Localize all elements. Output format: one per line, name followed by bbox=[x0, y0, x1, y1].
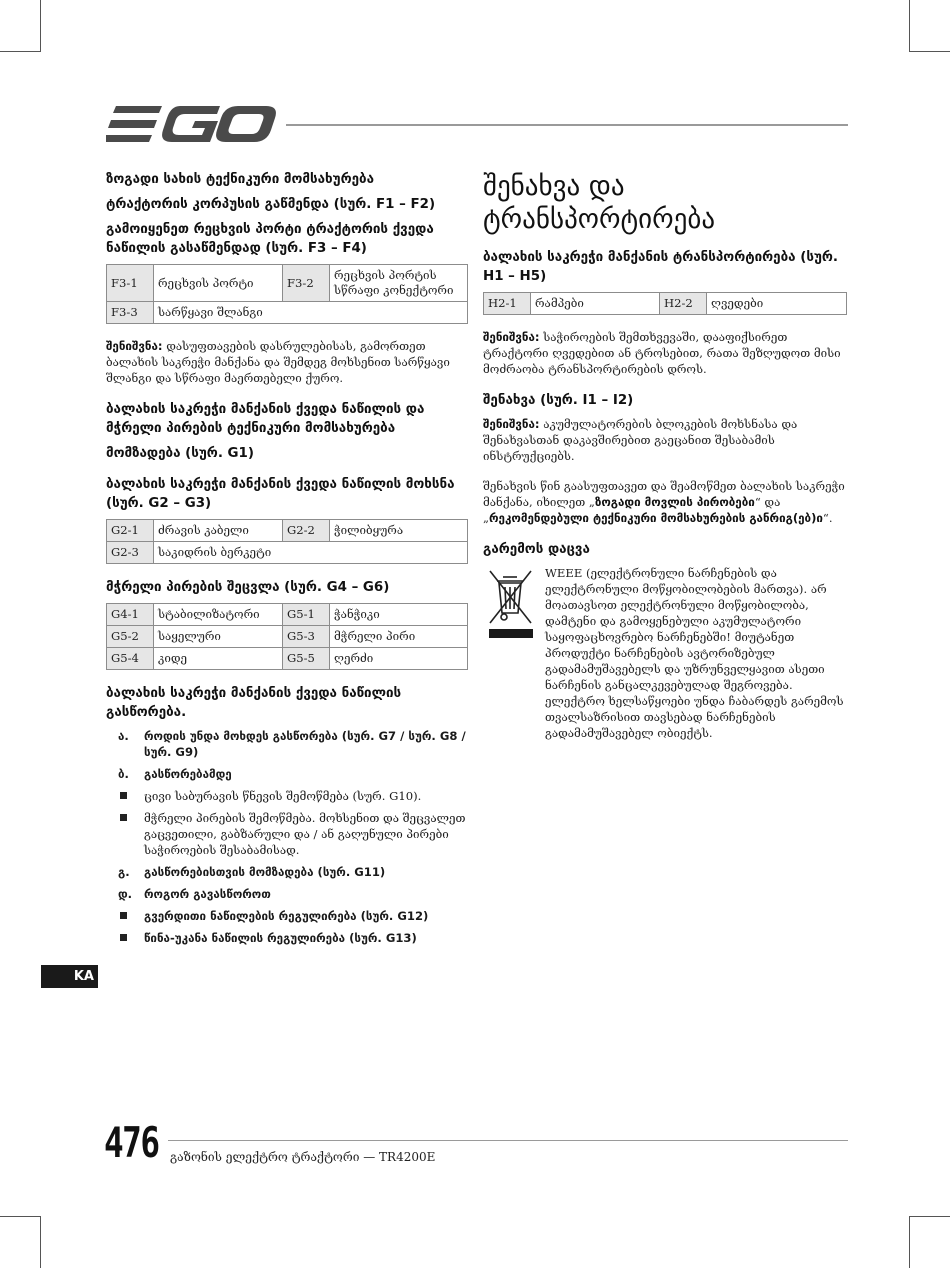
step-text: როდის უნდა მოხდეს გასწორება (სურ. G7 / სურ. G8 / სურ. G9) bbox=[144, 729, 466, 759]
part-name: რამპები bbox=[531, 293, 660, 315]
footer-rule bbox=[168, 1140, 848, 1141]
note-text: აკუმულატორების ბლოკების მოხსნასა და შენახვასთან დაკავშირებით გაეცანით შესაბამის ინსტრუქციებს. bbox=[483, 417, 798, 463]
heading-blade-replacement: მჭრელი პირების შეცვლა (სურ. G4 – G6) bbox=[106, 580, 390, 595]
step-letter: ბ. bbox=[118, 767, 129, 781]
language-badge: KA bbox=[41, 965, 98, 988]
part-name: ღერძი bbox=[330, 648, 468, 670]
part-code: G5-5 bbox=[283, 648, 330, 670]
heading-transport: ბალახის საკრეჭი მანქანის ტრანსპორტირება (სურ. H1 – H5) bbox=[483, 250, 838, 284]
part-code: G2-3 bbox=[107, 542, 154, 564]
heading-deck-maintenance: ბალახის საკრეჭი მანქანის ქვედა ნაწილის და მჭრელი პირების ტექნიკური მომსახურება bbox=[106, 402, 425, 436]
reference-maintenance-schedule: რეკომენდებული ტექნიკური მომსახურების განრიგ(ებ)ი bbox=[489, 511, 823, 525]
text-span: “ და „ bbox=[483, 495, 781, 525]
note-text: დასუფთავების დასრულებისას, გამორთეთ ბალახის საკრეჭი მანქანა და შემდეგ მოხსენით სარწყავი შლანგი და სწრაფი მაერთებელი ქურო. bbox=[106, 339, 450, 385]
parts-table-f3 bbox=[106, 264, 468, 324]
heading-deck-removal: ბალახის საკრეჭი მანქანის ქვედა ნაწილის მოხსნა (სურ. G2 – G3) bbox=[106, 477, 455, 511]
part-code: G2-2 bbox=[283, 520, 330, 542]
parts-table-blade bbox=[106, 603, 468, 670]
crop-mark bbox=[909, 1216, 910, 1268]
part-code: G5-1 bbox=[283, 604, 330, 626]
weee-block bbox=[483, 565, 847, 741]
step-b bbox=[106, 766, 468, 782]
part-code: G2-1 bbox=[107, 520, 154, 542]
table-row bbox=[107, 302, 468, 324]
storage-paragraph bbox=[483, 478, 847, 526]
note-label: შენიშვნა: bbox=[106, 339, 163, 353]
reference-general-care: ზოგადი მოვლის პირობები bbox=[594, 495, 755, 509]
part-name: მჭრელი პირი bbox=[330, 626, 468, 648]
step-letter: გ. bbox=[118, 865, 130, 879]
table-row bbox=[107, 626, 468, 648]
step-letter: ა. bbox=[118, 729, 129, 743]
step-c bbox=[106, 864, 468, 880]
footer-text: გაზონის ელექტრო ტრაქტორი — TR4200E bbox=[170, 1150, 436, 1164]
part-name: კიდე bbox=[154, 648, 283, 670]
part-name: ძრავის კაბელი bbox=[154, 520, 283, 542]
bullet-item: ცივი საბურავის წნევის შემოწმება (სურ. G10). bbox=[106, 788, 468, 804]
heading-wash-port: გამოიყენეთ რეცხვის პორტი ტრაქტორის ქვედა ნაწილის გასაწმენდად (სურ. F3 – F4) bbox=[106, 222, 434, 256]
part-name: ჭანჭიკი bbox=[330, 604, 468, 626]
note-paragraph bbox=[106, 338, 468, 386]
text-span: “. bbox=[822, 511, 833, 525]
bullet-item: წინა-უკანა ნაწილის რეგულირება (სურ. G13) bbox=[106, 930, 468, 946]
part-name: რეცხვის პორტის სწრაფი კონექტორი bbox=[330, 265, 468, 302]
text-span: შენახვის წინ გაასუფთავეთ და შეამოწმეთ ბალახის საკრეჭი მანქანა, იხილეთ „ bbox=[483, 479, 845, 509]
ego-logo bbox=[106, 104, 278, 144]
bullet-item: მჭრელი პირების შემოწმება. მოხსენით და შეცვალეთ გაცვეთილი, გაბზარული და / ან გაღუნული პირები საჭიროების შესაბამისად. bbox=[106, 810, 468, 858]
table-row bbox=[107, 542, 468, 564]
part-code: H2-1 bbox=[484, 293, 531, 315]
step-text: გასწორებამდე bbox=[144, 767, 232, 781]
step-letter: დ. bbox=[118, 887, 133, 901]
page-number: 476 bbox=[104, 1118, 159, 1167]
left-column bbox=[106, 170, 468, 952]
part-code: G5-2 bbox=[107, 626, 154, 648]
storage-note-paragraph bbox=[483, 416, 847, 464]
heading-environment: გარემოს დაცვა bbox=[483, 542, 590, 557]
heading-preparation: მომზადება (სურ. G1) bbox=[106, 446, 254, 461]
note-text: საჭიროების შემთხვევაში, დააფიქსირეთ ტრაქტორი ღვედებით ან ტროსებით, რათა შეზღუდოთ მისი მოძრაობა ტრანსპორტირების დროს. bbox=[483, 330, 841, 376]
note-label: შენიშვნა: bbox=[483, 417, 540, 431]
crop-mark bbox=[909, 0, 910, 52]
step-d bbox=[106, 886, 468, 902]
part-code: F3-2 bbox=[283, 265, 330, 302]
section-title: შენახვა და ტრანსპორტირება bbox=[483, 171, 716, 235]
heading-general-maintenance: ზოგადი სახის ტექნიკური მომსახურება bbox=[106, 172, 374, 187]
part-name: ღვედები bbox=[707, 293, 847, 315]
step-text: როგორ გავასწოროთ bbox=[144, 887, 271, 901]
step-text: გასწორებისთვის მომზადება (სურ. G11) bbox=[144, 865, 386, 879]
part-name: სტაბილიზატორი bbox=[154, 604, 283, 626]
heading-deck-leveling: ბალახის საკრეჭი მანქანის ქვედა ნაწილის გასწორება. bbox=[106, 686, 402, 720]
parts-table-h2 bbox=[483, 292, 847, 315]
crop-mark bbox=[40, 0, 41, 52]
crop-mark bbox=[0, 1216, 40, 1217]
crossed-bin-icon bbox=[487, 567, 535, 641]
step-a bbox=[106, 728, 468, 760]
table-row bbox=[107, 265, 468, 302]
crop-mark bbox=[0, 51, 40, 52]
note-label: შენიშვნა: bbox=[483, 330, 540, 344]
weee-text: WEEE (ელექტრონული ნარჩენების და ელექტრონული მოწყობილობების მართვა). არ მოათავსოთ ელექტრონული მოწყობილობა, დამტენი და გამოყენებული აკუმულატორი საყოფაცხოვრებო ნარჩენებში! მიუტანეთ პროდუქტი ნარჩენების ავტორიზებულ გადამამუშავებელს და უზრუნველყავით ასეთი ნარჩენის განცალკევებულად შეგროვება. ელექტრო ხელსაწყოები უნდა ჩაბარდეს გარემოს თვალსაზრისით თავსებად ნარჩენების გადამამუშავებელ ობიექტს. bbox=[545, 566, 844, 740]
bullet-item: გვერდითი ნაწილების რეგულირება (სურ. G12) bbox=[106, 908, 468, 924]
right-column bbox=[483, 170, 847, 741]
table-row bbox=[107, 648, 468, 670]
part-name: სარწყავი შლანგი bbox=[154, 302, 468, 324]
part-code: F3-1 bbox=[107, 265, 154, 302]
part-name: რეცხვის პორტი bbox=[154, 265, 283, 302]
part-name: ჭილიბყურა bbox=[330, 520, 468, 542]
part-code: G5-3 bbox=[283, 626, 330, 648]
header-rule bbox=[286, 124, 848, 126]
crop-mark bbox=[40, 1216, 41, 1268]
heading-storage: შენახვა (სურ. I1 – I2) bbox=[483, 393, 634, 408]
note-paragraph bbox=[483, 329, 847, 377]
table-row bbox=[107, 604, 468, 626]
table-row bbox=[484, 293, 847, 315]
part-code: H2-2 bbox=[660, 293, 707, 315]
part-code: F3-3 bbox=[107, 302, 154, 324]
part-name: საყელური bbox=[154, 626, 283, 648]
crop-mark bbox=[910, 1216, 950, 1217]
part-code: G4-1 bbox=[107, 604, 154, 626]
table-row bbox=[107, 520, 468, 542]
heading-body-cleaning: ტრაქტორის კორპუსის გაწმენდა (სურ. F1 – F2) bbox=[106, 197, 436, 212]
part-code: G5-4 bbox=[107, 648, 154, 670]
part-name: საკიდრის ბერკეტი bbox=[154, 542, 468, 564]
crop-mark bbox=[910, 51, 950, 52]
parts-table-g2 bbox=[106, 519, 468, 564]
